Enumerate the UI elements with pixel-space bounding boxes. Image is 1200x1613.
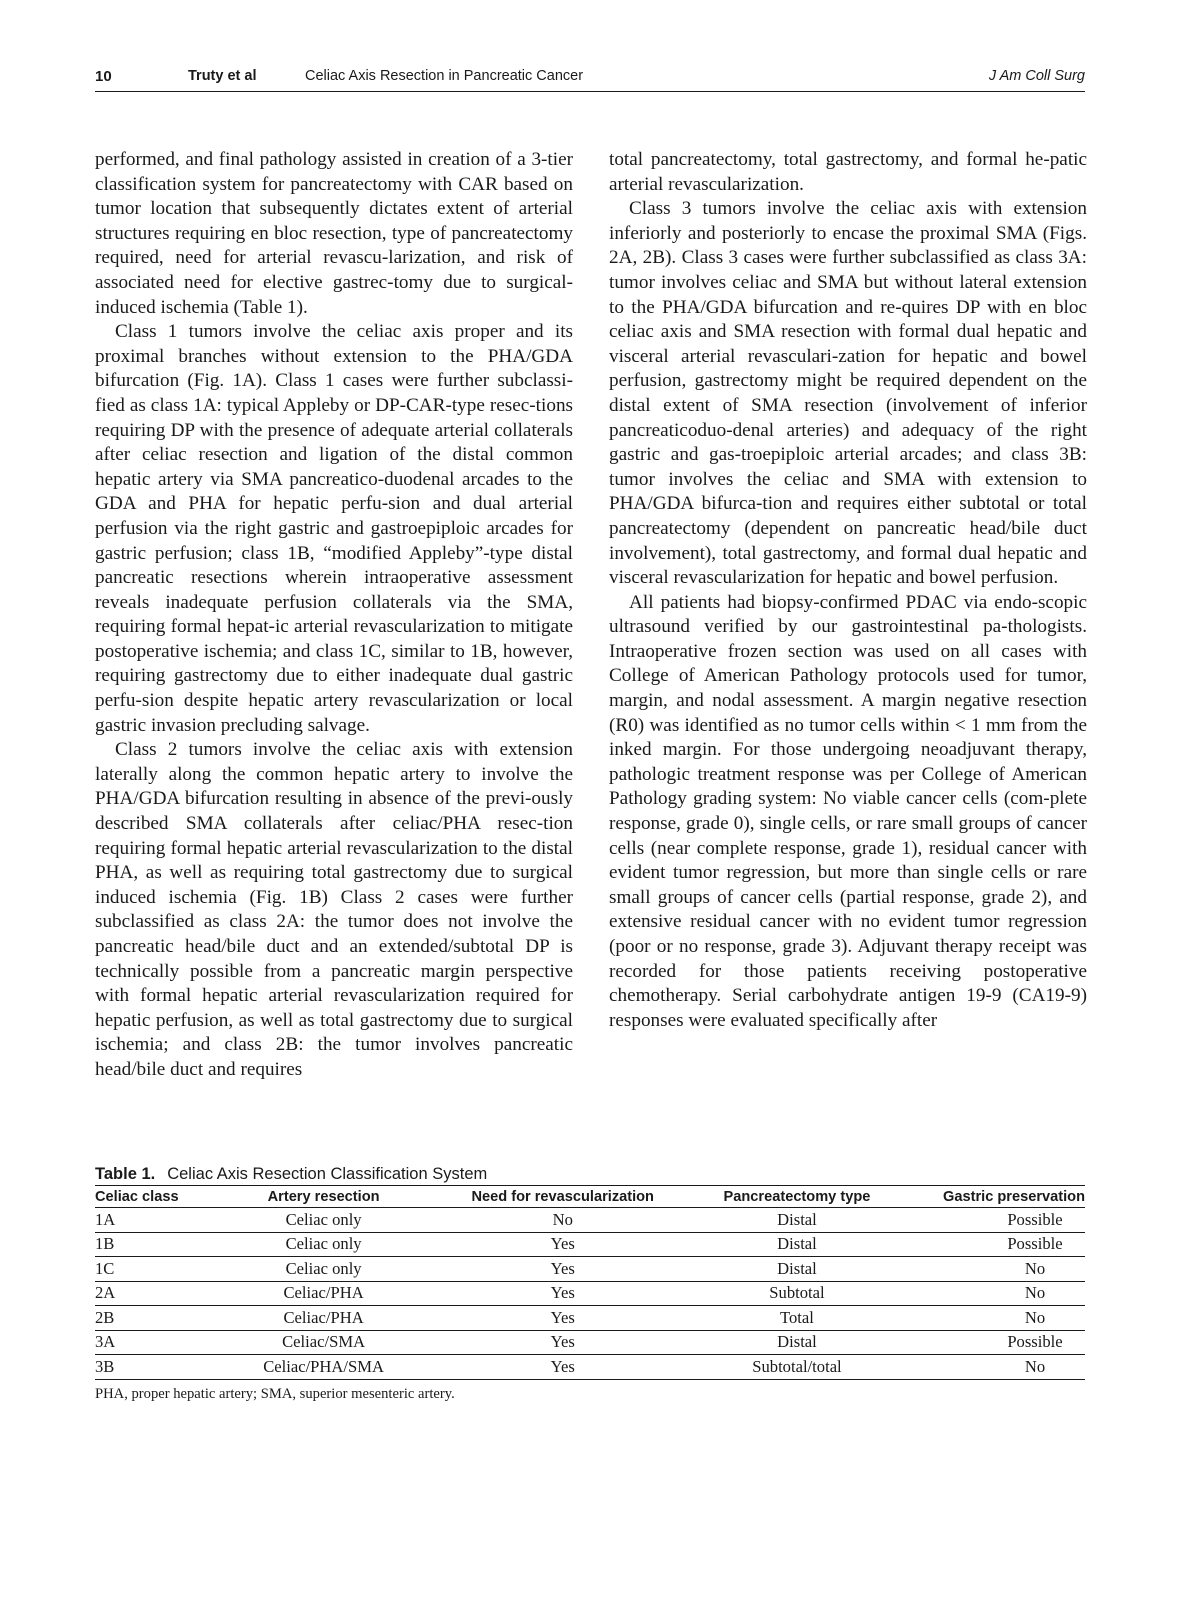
table-cell: Yes (439, 1281, 687, 1306)
table-cell: Distal (687, 1232, 907, 1257)
table-cell: No (1024, 1258, 1046, 1278)
table-cell: Yes (439, 1330, 687, 1355)
table-cell: Celiac only (209, 1208, 439, 1233)
paragraph: Class 1 tumors involve the celiac axis proper and its proximal branches without extension to the PHA/GDA bifurcation (Fig. 1A). Class 1 cases were further subclassi-fied as class 1A: typical Appleby or DP-CAR-type resec-tions requiring DP with the presence of adequate arterial collaterals after celiac resection and ligation of the distal common hepatic artery via SMA pancreatico-duodenal arcades to the GDA and PHA for hepatic perfu-sion and dual arterial perfusion via the right gastric and gastroepiploic arcades for gastric perfusion; class 1B, “modified Appleby”-type distal pancreatic resections wherein intraoperative assessment reveals inadequate perfusion collaterals via the SMA, requiring formal hepat-ic arterial revascularization to mitigate postoperative ischemia; and class 1C, similar to 1B, however, requiring gastrectomy due to either inadequate dual gastric perfu-sion despite hepatic artery revascularization or local gastric invasion precluding salvage. (95, 321, 573, 736)
page-number: 10 (95, 68, 112, 85)
right-text-column (609, 148, 1087, 1033)
header-divider (95, 91, 1085, 92)
table-cell: Possible (1007, 1209, 1063, 1229)
table-row (95, 1232, 1085, 1257)
table-cell: No (439, 1208, 687, 1233)
classification-table-block (95, 1163, 1085, 1403)
table-row (95, 1306, 1085, 1331)
table-row (95, 1257, 1085, 1282)
table-cell: Celiac only (209, 1232, 439, 1257)
table-cell: Possible (1007, 1234, 1063, 1254)
column-header: Pancreatectomy type (687, 1186, 907, 1208)
paragraph: Class 2 tumors involve the celiac axis with extension laterally along the common hepatic artery to involve the PHA/GDA bifurcation resulting in absence of the previ-ously described SMA collaterals after celiac/PHA resec-tion requiring formal hepatic arterial revascularization to the distal PHA, as well as requiring total gastrectomy due to surgical induced ischemia (Fig. 1B) Class 2 cases were further subclassified as class 2A: the tumor does not involve the pancreatic head/bile duct and an extended/subtotal DP is technically possible from a pancreatic margin perspective with formal hepatic arterial revascularization required for hepatic perfusion, as well as total gastrectomy due to surgical ischemia; and class 2B: the tumor involves pancreatic head/bile duct and requires (95, 739, 573, 1080)
running-header (95, 68, 1085, 92)
column-header: Artery resection (209, 1186, 439, 1208)
table-cell-wrap (907, 1257, 1085, 1282)
table-header-row (95, 1186, 1085, 1208)
table-cell-wrap (907, 1355, 1085, 1380)
table-title: Celiac Axis Resection Classification System (167, 1165, 488, 1183)
running-authors: Truty et al (188, 68, 257, 84)
table-label: Table 1. (95, 1165, 156, 1183)
table-caption (95, 1163, 1085, 1185)
table-cell: 3A (95, 1330, 209, 1355)
table-cell: 3B (95, 1355, 209, 1380)
paragraph: performed, and final pathology assisted in creation of a 3-tier classification system for pancreatectomy with CAR based on tumor location that subsequently dictates extent of arterial structures requiring en bloc resection, type of pancreatectomy required, need for arterial revascu-larization, and risk of associated need for elective gastrec-tomy due to surgical-induced ischemia (Table 1). (95, 149, 573, 318)
table-cell: Celiac/PHA/SMA (209, 1355, 439, 1380)
table-cell: No (1024, 1307, 1046, 1327)
table-row (95, 1208, 1085, 1233)
table-cell: Distal (687, 1330, 907, 1355)
table-row (95, 1355, 1085, 1380)
table-cell-wrap (907, 1281, 1085, 1306)
column-header: Celiac class (95, 1186, 209, 1208)
column-header: Gastric preservation (907, 1186, 1085, 1208)
table-cell: No (1024, 1356, 1046, 1376)
table-cell: Celiac/SMA (209, 1330, 439, 1355)
table-cell: Distal (687, 1257, 907, 1282)
table-cell: 1A (95, 1208, 209, 1233)
table-cell-wrap (907, 1232, 1085, 1257)
table-cell: Subtotal/total (687, 1355, 907, 1380)
table-cell-wrap (907, 1306, 1085, 1331)
table-cell-wrap (907, 1208, 1085, 1233)
table-cell: Total (687, 1306, 907, 1331)
paragraph: All patients had biopsy-confirmed PDAC via endo-scopic ultrasound verified by our gastrointestinal pa-thologists. Intraoperative frozen section was used on all cases with College of American Pathology protocols used for tumor, margin, and nodal assessment. A margin negative resection (R0) was identified as no tumor cells within < 1 mm from the inked margin. For those undergoing neoadjuvant therapy, pathologic treatment response was per College of American Pathology grading system: No viable cancer cells (com-plete response, grade 0), single cells, or rare small groups of cancer cells (near complete response, grade 1), residual cancer with evident tumor regression, but more than single cells or rare small groups of cancer cells (partial response, grade 2), and extensive residual cancer with no evident tumor regression (poor or no response, grade 3). Adjuvant therapy receipt was recorded for those patients receiving postoperative chemotherapy. Serial carbohydrate antigen 19-9 (CA19-9) responses were evaluated specifically after (609, 591, 1087, 1031)
running-title: Celiac Axis Resection in Pancreatic Cancer (305, 68, 584, 84)
table-cell: Possible (1007, 1332, 1063, 1352)
table-footnote: PHA, proper hepatic artery; SMA, superior mesenteric artery. (95, 1385, 455, 1402)
table-cell-wrap (907, 1330, 1085, 1355)
table-cell: 1C (95, 1257, 209, 1282)
table-cell: Subtotal (687, 1281, 907, 1306)
table-cell: Yes (439, 1306, 687, 1331)
journal-name: J Am Coll Surg (988, 68, 1085, 84)
paragraph: Class 3 tumors involve the celiac axis with extension inferiorly and posteriorly to encase the proximal SMA (Figs. 2A, 2B). Class 3 cases were further subclassified as class 3A: tumor involves celiac and SMA but without lateral extension to the PHA/GDA bifurcation and re-quires DP with en bloc celiac axis and SMA resection with formal dual hepatic and visceral arterial revasculari-zation for hepatic and bowel perfusion, gastrectomy might be required dependent on the distal extent of SMA resection (involvement of inferior pancreaticoduo-denal arteries) and adequacy of the right gastric and gas-troepiploic arterial arcades; and class 3B: tumor involves the celiac and SMA with extension to PHA/GDA bifurca-tion and requires either subtotal or total pancreatectomy (dependent on pancreatic head/bile duct involvement), total gastrectomy, and formal dual hepatic and visceral revascularization for hepatic and bowel perfusion. (609, 198, 1087, 589)
table-cell: Distal (687, 1208, 907, 1233)
left-text-column (95, 148, 573, 1083)
classification-table (95, 1185, 1085, 1380)
table-cell: Yes (439, 1232, 687, 1257)
table-cell: Celiac only (209, 1257, 439, 1282)
table-cell: 2B (95, 1306, 209, 1331)
column-header: Need for revascularization (439, 1186, 687, 1208)
table-cell: 2A (95, 1281, 209, 1306)
table-row (95, 1281, 1085, 1306)
paragraph: total pancreatectomy, total gastrectomy, and formal he-patic arterial revascularization. (609, 149, 1087, 195)
table-cell: Celiac/PHA (209, 1281, 439, 1306)
table-cell: 1B (95, 1232, 209, 1257)
table-row (95, 1330, 1085, 1355)
table-cell: Celiac/PHA (209, 1306, 439, 1331)
table-cell: Yes (439, 1355, 687, 1380)
table-cell: No (1024, 1283, 1046, 1303)
table-cell: Yes (439, 1257, 687, 1282)
